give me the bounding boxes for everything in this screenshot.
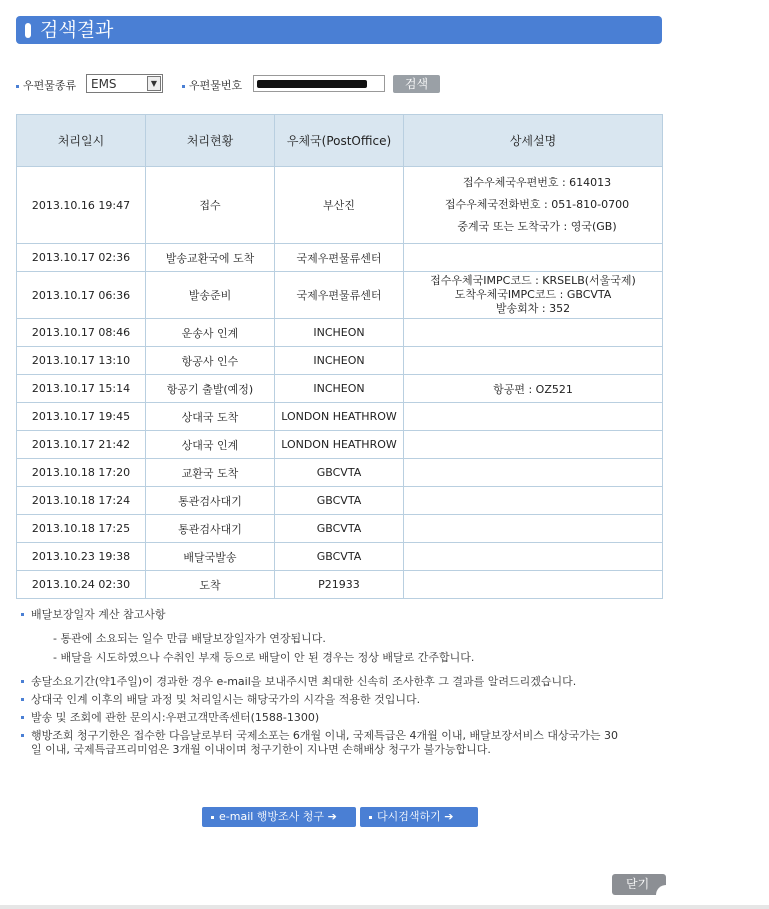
- cell-datetime: 2013.10.17 13:10: [17, 347, 146, 375]
- column-header-detail: 상세설명: [404, 115, 663, 167]
- redacted-value: [257, 80, 367, 88]
- table-row: [17, 431, 663, 459]
- guarantee-item: - 배달을 시도하였으나 수취인 부재 등으로 배달이 안 된 경우는 정상 배달로 간주합니다.: [53, 651, 475, 664]
- corner-decoration: [656, 885, 666, 895]
- tracking-number-label: 우편물번호: [182, 77, 242, 93]
- table-row: [17, 272, 663, 319]
- mail-type-label: 우편물종류: [16, 77, 76, 93]
- note-item: 발송 및 조회에 관한 문의시:우편고객만족센터(1588-1300): [19, 711, 619, 725]
- cell-detail: [404, 167, 663, 244]
- tracking-number-input[interactable]: [253, 75, 385, 92]
- cell-status: 배달국발송: [146, 543, 275, 571]
- cell-office: GBCVTA: [275, 459, 404, 487]
- cell-detail: [404, 459, 663, 487]
- detail-line: 접수우체국우편번호 : 614013: [462, 176, 612, 189]
- detail-line: 접수우체국전화번호 : 051-810-0700: [444, 198, 630, 211]
- table-row: [17, 459, 663, 487]
- cell-datetime: 2013.10.17 15:14: [17, 375, 146, 403]
- search-form: [16, 74, 666, 96]
- cell-office: GBCVTA: [275, 515, 404, 543]
- mail-type-select[interactable]: [86, 74, 163, 93]
- detail-line: 중계국 또는 도착국가 : 영국(GB): [457, 220, 617, 233]
- bullet-icon: [16, 85, 19, 88]
- bullet-icon: [182, 85, 185, 88]
- bullet-icon: [21, 680, 24, 683]
- cell-office: 부산진: [275, 167, 404, 244]
- mail-type-value: EMS: [91, 77, 117, 91]
- bullet-icon: [21, 613, 24, 616]
- cell-datetime: 2013.10.17 06:36: [17, 272, 146, 319]
- bottom-divider: [0, 905, 769, 909]
- title-marker-icon: [25, 23, 31, 38]
- note-item: 상대국 인계 이후의 배달 과정 및 처리일시는 해당국가의 시각을 적용한 것입니다.: [19, 693, 619, 707]
- header-bar: [16, 16, 662, 44]
- chevron-down-icon[interactable]: ▼: [147, 76, 161, 91]
- notes-section: [19, 608, 619, 761]
- cell-office: LONDON HEATHROW: [275, 403, 404, 431]
- cell-office: P21933: [275, 571, 404, 599]
- cell-status: 도착: [146, 571, 275, 599]
- column-header-status: 처리현황: [146, 115, 275, 167]
- note-item: 행방조회 청구기한은 접수한 다음날로부터 국제소포는 6개월 이내, 국제특급은 4개월 이내, 배달보장서비스 대상국가는 30일 이내, 국제특급프리미엄은 3개월 이내이며 청구기한이 지나면 손해배상 청구가 불가능합니다.: [19, 729, 619, 757]
- cell-detail: [404, 571, 663, 599]
- cell-office: 국제우편물류센터: [275, 272, 404, 319]
- cell-detail: [404, 319, 663, 347]
- email-request-button[interactable]: e-mail 행방조사 청구 ➔: [202, 807, 356, 827]
- cell-status: 발송교환국에 도착: [146, 244, 275, 272]
- cell-detail: [404, 244, 663, 272]
- cell-office: INCHEON: [275, 319, 404, 347]
- column-header-datetime: 처리일시: [17, 115, 146, 167]
- bullet-icon: [211, 816, 214, 819]
- detail-line: 접수우체국IMPC코드 : KRSELB(서울국제): [430, 274, 636, 287]
- cell-detail: 항공편 : OZ521: [404, 375, 663, 403]
- cell-status: 상대국 도착: [146, 403, 275, 431]
- tracking-table: [16, 114, 663, 599]
- table-row: [17, 244, 663, 272]
- table-row: [17, 167, 663, 244]
- research-button[interactable]: 다시검색하기 ➔: [360, 807, 478, 827]
- bullet-icon: [21, 698, 24, 701]
- cell-detail: [404, 272, 663, 319]
- table-row: [17, 487, 663, 515]
- cell-status: 교환국 도착: [146, 459, 275, 487]
- cell-status: 항공기 출발(예정): [146, 375, 275, 403]
- cell-office: LONDON HEATHROW: [275, 431, 404, 459]
- close-label: 닫기: [626, 877, 650, 891]
- detail-line: 도착우체국IMPC코드 : GBCVTA: [454, 288, 612, 301]
- table-row: [17, 571, 663, 599]
- cell-detail: [404, 403, 663, 431]
- arrow-right-icon: ➔: [444, 810, 454, 823]
- close-button[interactable]: [612, 874, 666, 895]
- table-row: [17, 347, 663, 375]
- cell-datetime: 2013.10.17 02:36: [17, 244, 146, 272]
- bullet-icon: [21, 734, 24, 737]
- cell-datetime: 2013.10.18 17:20: [17, 459, 146, 487]
- cell-status: 상대국 인계: [146, 431, 275, 459]
- table-row: [17, 319, 663, 347]
- page-title: 검색결과: [40, 19, 114, 41]
- cell-status: 발송준비: [146, 272, 275, 319]
- cell-office: GBCVTA: [275, 543, 404, 571]
- table-row: [17, 543, 663, 571]
- arrow-right-icon: ➔: [327, 810, 337, 823]
- cell-datetime: 2013.10.24 02:30: [17, 571, 146, 599]
- cell-office: 국제우편물류센터: [275, 244, 404, 272]
- cell-status: 접수: [146, 167, 275, 244]
- guarantee-note: [19, 608, 619, 667]
- table-header-row: [17, 115, 663, 167]
- cell-detail: [404, 515, 663, 543]
- cell-office: INCHEON: [275, 347, 404, 375]
- cell-detail: [404, 487, 663, 515]
- column-header-office: 우체국(PostOffice): [275, 115, 404, 167]
- guarantee-item: - 통관에 소요되는 일수 만큼 배달보장일자가 연장됩니다.: [53, 632, 326, 645]
- cell-status: 운송사 인계: [146, 319, 275, 347]
- cell-office: GBCVTA: [275, 487, 404, 515]
- cell-datetime: 2013.10.17 19:45: [17, 403, 146, 431]
- detail-line: 발송회차 : 352: [495, 302, 571, 315]
- cell-status: 항공사 인수: [146, 347, 275, 375]
- cell-datetime: 2013.10.23 19:38: [17, 543, 146, 571]
- cell-office: INCHEON: [275, 375, 404, 403]
- guarantee-items: [31, 629, 619, 667]
- bullet-icon: [369, 816, 372, 819]
- search-button[interactable]: 검색: [393, 75, 440, 93]
- cell-datetime: 2013.10.17 21:42: [17, 431, 146, 459]
- note-item: 송달소요기간(약1주일)이 경과한 경우 e-mail을 보내주시면 최대한 신속히 조사한후 그 결과를 알려드리겠습니다.: [19, 675, 619, 689]
- table-row: [17, 515, 663, 543]
- cell-datetime: 2013.10.18 17:24: [17, 487, 146, 515]
- cell-detail: [404, 347, 663, 375]
- guarantee-title: 배달보장일자 계산 참고사항: [31, 608, 166, 621]
- cell-datetime: 2013.10.17 08:46: [17, 319, 146, 347]
- table-row: [17, 403, 663, 431]
- cell-detail: [404, 431, 663, 459]
- table-row: [17, 375, 663, 403]
- bullet-icon: [21, 716, 24, 719]
- cell-datetime: 2013.10.16 19:47: [17, 167, 146, 244]
- cell-datetime: 2013.10.18 17:25: [17, 515, 146, 543]
- cell-status: 통관검사대기: [146, 515, 275, 543]
- cell-status: 통관검사대기: [146, 487, 275, 515]
- cell-detail: [404, 543, 663, 571]
